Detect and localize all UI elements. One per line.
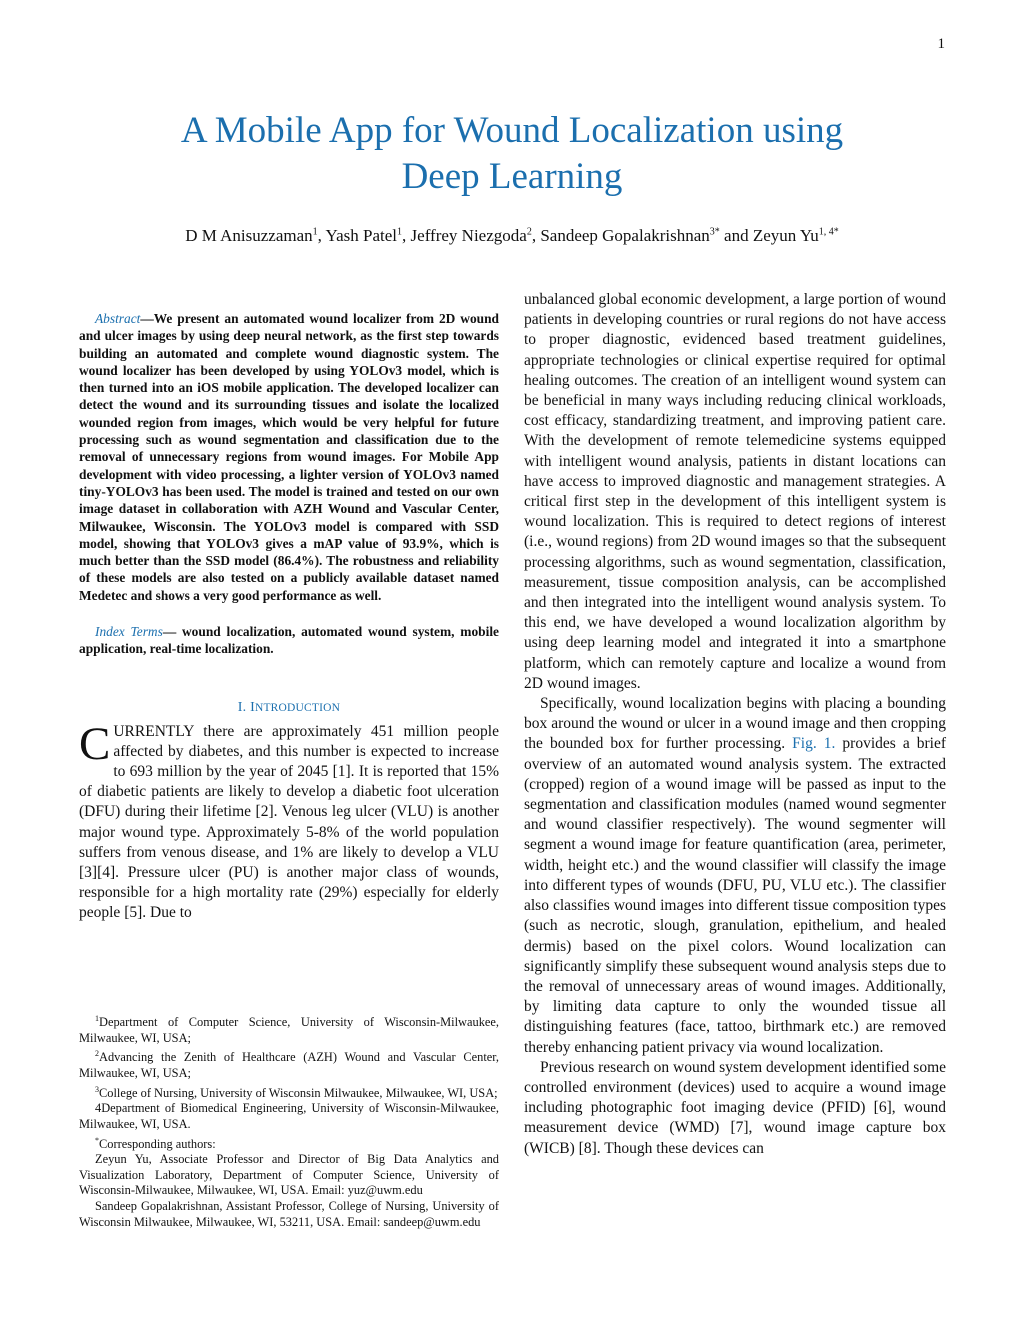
footnote-gopalakrishnan: Sandeep Gopalakrishnan, Assistant Professor, College of Nursing, University of Wisconsin Milwaukee, Milwaukee, WI, 53211, USA. Email: sandeep@uwm.edu bbox=[79, 1199, 499, 1229]
footnote-1-marker: 1 bbox=[95, 1014, 99, 1023]
drop-cap: C bbox=[79, 717, 111, 770]
paragraph-2-a: Specifically, wound localization begins with placing a bounding box around the wound or ulcer in a wound image and then cropping the bounded box for further processing. bbox=[524, 695, 946, 753]
footnote-yu: Zeyun Yu, Associate Professor and Director of Big Data Analytics and Visualization Laboratory, Department of Computer Science, University of Wisconsin-Milwaukee, Milwaukee, WI, USA. Email: yuz@uwm.edu bbox=[79, 1152, 499, 1198]
figure-1-link[interactable]: Fig. 1. bbox=[792, 735, 836, 753]
right-column bbox=[524, 290, 946, 1159]
intro-text: there are approximately 451 million people affected by diabetes, and this number is expected to increase to 693 million by the year of 2045 [1]. It is reported that 15% of diabetic patients are likely to develop a diabetic foot ulceration (DFU) during their lifetime [2]. Venous leg ulcer (VLU) is another major wound type. Approximately 5-8% of the world population suffers from venous disease, and 1% are likely to develop a VLU [3][4]. Pressure ulcer (PU) is another major class of wounds, responsible for a high mortality rate (29%) especially for elderly people [5]. Due to bbox=[79, 722, 499, 922]
author-2: , Yash Patel bbox=[317, 226, 398, 245]
author-1: D M Anisuzzaman bbox=[185, 226, 313, 245]
abstract-text: —We present an automated wound localizer from 2D wound and ulcer images by using deep neural network, as the first step towards building an automated and complete wound diagnostic system. The wound localizer has been developed by using YOLOv3 model, which is then turned into an iOS mobile application. The developed localizer can detect the wound and its surrounding tissues and isolate the localized wounded region from images, which would be very helpful for future processing such as wound segmentation and classification due to the removal of unnecessary regions from wound images. For Mobile App development with video processing, a lighter version of YOLOv3 named tiny-YOLOv3 has been used. The model is trained and tested on our own image dataset in collaboration with AZH Wound and Vascular Center, Milwaukee, Wisconsin. The YOLOv3 model is compared with SSD model, showing that YOLOv3 gives a mAP value of 93.9%, which is much better than the SSD model (86.4%). The robustness and reliability of these models are also tested on a publicly available dataset named Medetec and shows a very good performance as well. bbox=[79, 311, 499, 603]
author-2-affil: 1 bbox=[397, 226, 403, 238]
footnotes bbox=[79, 1011, 499, 1230]
section-initial: I bbox=[250, 699, 255, 715]
section-title-rest: NTRODUCTION bbox=[254, 701, 341, 714]
footnote-5-marker: * bbox=[95, 1135, 99, 1145]
author-5: and Zeyun Yu bbox=[719, 226, 819, 245]
title-line-2: Deep Learning bbox=[401, 156, 623, 197]
footnote-2-text: Advancing the Zenith of Healthcare (AZH) Wound and Vascular Center, Milwaukee, WI, USA; bbox=[79, 1050, 499, 1081]
author-list bbox=[0, 226, 1024, 246]
footnote-corresponding bbox=[79, 1133, 499, 1153]
author-5-affil: 1, 4* bbox=[818, 226, 839, 238]
paragraph-3: Previous research on wound system development identified some controlled environment (devices) used to acquire a wound image including photographic foot imaging device (PFID) [6], wound measurement device (WMD) [7], wound image capture box (WICB) [8]. Though these devices can bbox=[524, 1058, 946, 1157]
footnote-3-text: College of Nursing, University of Wisconsin Milwaukee, Milwaukee, WI, USA; bbox=[99, 1085, 498, 1100]
abstract bbox=[79, 310, 499, 604]
footnote-4: 4Department of Biomedical Engineering, University of Wisconsin-Milwaukee, Milwaukee, WI, USA. bbox=[79, 1101, 499, 1131]
left-column bbox=[79, 290, 499, 924]
footnote-1 bbox=[79, 1011, 499, 1046]
author-3: , Jeffrey Niezgoda bbox=[402, 226, 527, 245]
intro-caps: URRENTLY bbox=[113, 722, 194, 740]
author-4-affil: 3* bbox=[709, 226, 720, 238]
page-number: 1 bbox=[937, 36, 945, 52]
introduction-paragraph bbox=[79, 717, 499, 924]
title-line-1: A Mobile App for Wound Localization using bbox=[180, 110, 844, 151]
paragraph-1: unbalanced global economic development, a large portion of wound patients in developing countries or rural regions do not have access to proper diagnostic, evidenced based treatment guidelines, appropriate technologies or clinical expertise required for optimal healing outcomes. The creation of an intelligent wound system can be beneficial in many ways including reducing clinical workloads, cost efficacy, standardizing treatment, and improving patient care. With the development of remote telemedicine systems equipped with intelligent wound analysis, patients in distant locations can have access to improved diagnostic and management strategies. A critical first step in the development of this intelligent system is wound localization. This is required to detect regions of interest (i.e., wound regions) from 2D wound images so that the subsequent processing algorithms, such as wound segmentation, classification, measurement, tissue composition analysis, can be accomplished and then integrated into the intelligent wound analysis system. To this end, we have developed a wound localization algorithm by using deep learning model and integrated it into a smartphone platform, which can remotely capture and localize a wound from 2D wound images. bbox=[524, 291, 946, 692]
footnote-3 bbox=[79, 1082, 499, 1102]
footnote-1-text: Department of Computer Science, University of Wisconsin-Milwaukee, Milwaukee, WI, USA; bbox=[79, 1015, 499, 1045]
paragraph-2-b: provides a brief overview of an automated wound analysis system. The extracted (cropped) region of a wound image will be passed as input to the segmentation and classification modules (named wound segmenter and wound classifier respectively). The wound segmenter will segment a wound image for feature quantification (area, perimeter, width, height etc.) and the wound classifier will classify the image into different types of wounds (DFU, PU, VLU etc.). The classifier also classifies wound images into different tissue composition types (such as necrotic, slough, granulation, epithelium, and healed dermis) based on the pixel colors. Wound localization can significantly simplify these subsequent wound analysis steps due to the removal of unnecessary areas of wound images. Additionally, by limiting data capture to only the wounded tissue all distinguishing features (face, tattoo, birthmark etc.) are removed thereby enhancing patient privacy via wound localization. bbox=[524, 735, 946, 1056]
footnote-3-marker: 3 bbox=[95, 1084, 99, 1094]
index-terms-label: Index Terms bbox=[95, 624, 163, 640]
author-4: , Sandeep Gopalakrishnan bbox=[531, 226, 710, 245]
author-1-affil: 1 bbox=[312, 226, 318, 238]
section-number: I. bbox=[237, 699, 247, 715]
author-3-affil: 2 bbox=[526, 226, 532, 238]
abstract-label: Abstract bbox=[95, 311, 141, 326]
paper-title bbox=[0, 108, 1024, 200]
footnote-2 bbox=[79, 1046, 499, 1081]
index-terms bbox=[79, 623, 499, 658]
section-heading-introduction bbox=[79, 700, 499, 716]
footnote-2-marker: 2 bbox=[95, 1049, 99, 1059]
index-terms-text: — wound localization, automated wound system, mobile application, real-time localization. bbox=[79, 624, 499, 657]
footnote-5-text: Corresponding authors: bbox=[99, 1136, 216, 1151]
paragraph-2 bbox=[524, 694, 946, 1058]
